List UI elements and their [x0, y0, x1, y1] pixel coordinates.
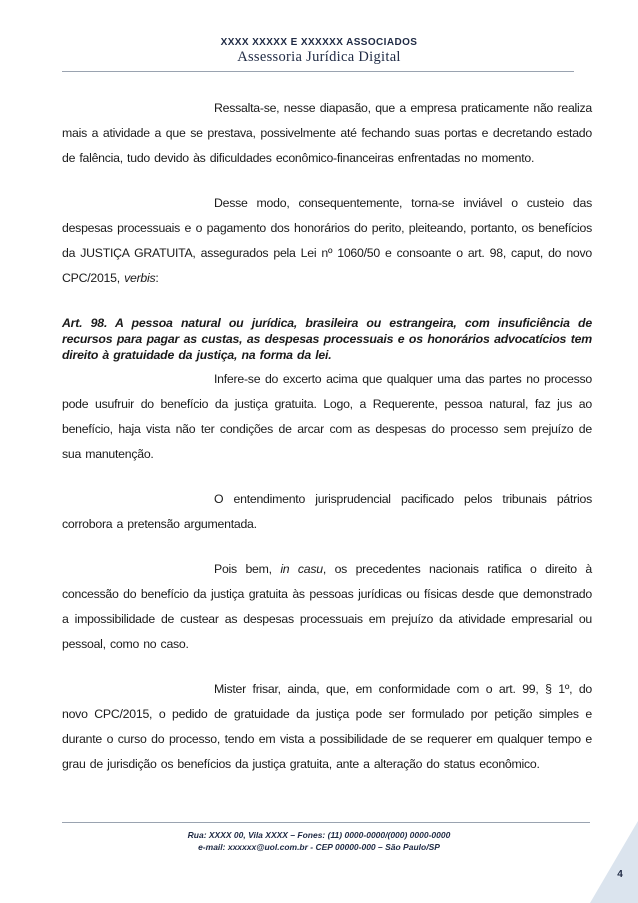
- legal-quote-art-98: Art. 98. A pessoa natural ou jurídica, brasileira ou estrangeira, com insuficiência de recursos para pagar as custas, as despesas processuais e os honorários advocatícios tem direito à gratuidade da justiça, na forma da lei.: [62, 316, 592, 362]
- paragraph-1: Ressalta-se, nesse diapasão, que a empresa praticamente não realiza mais a atividade a que se prestava, possivelmente até fechando suas portas e decretando estado de falência, tudo devido às dificuldades econômico-financeiras enfrentadas no momento.: [62, 101, 592, 165]
- document-body: [62, 96, 592, 777]
- page-number: 4: [617, 869, 623, 880]
- paragraph-gap: [62, 171, 592, 191]
- paragraph-gap: [62, 291, 592, 311]
- footer-address: Rua: XXXX 00, Vila XXXX – Fones: (11) 0000-0000/(000) 0000-0000: [187, 830, 451, 840]
- paragraph-gap: [62, 467, 592, 487]
- paragraph-5-rest: , os precedentes nacionais ratifica o direito à concessão do benefício da justiça gratuita às pessoas jurídicas ou físicas desde que demonstrado a impossibilidade de custear as despesas processuais em prejuízo da atividade empresarial ou pessoal, como no caso.: [62, 562, 592, 651]
- paragraph-2-text: Desse modo, consequentemente, torna-se inviável o custeio das despesas processuais e o pagamento dos honorários do perito, pleiteando, portanto, os benefícios da JUSTIÇA GRATUITA, assegurados pela Lei nº 1060/50 e consoante o art. 98, caput, do novo CPC/2015,: [62, 196, 592, 285]
- paragraph-4: O entendimento jurisprudencial pacificado pelos tribunais pátrios corrobora a pretensão argumentada.: [62, 492, 592, 531]
- paragraph-5-start: Pois bem,: [214, 562, 281, 576]
- paragraph-gap: [62, 537, 592, 557]
- paragraph-5: [62, 557, 592, 657]
- footer-contact: e-mail: xxxxxx@uol.com.br - CEP 00000-000 – São Paulo/SP: [198, 842, 440, 852]
- document-footer: [0, 829, 638, 853]
- footer-divider: [62, 822, 590, 823]
- paragraph-6: Mister frisar, ainda, que, em conformidade com o art. 99, § 1º, do novo CPC/2015, o pedido de gratuidade da justiça pode ser formulado por petição simples e durante o curso do processo, tendo em vista a possibilidade de se requerer em qualquer tempo e grau de jurisdição os benefícios da justiça gratuita, ante a alteração do status econômico.: [62, 682, 592, 771]
- in-casu-term: in casu: [280, 562, 323, 576]
- paragraph-2: [62, 191, 592, 291]
- firm-subtitle: Assessoria Jurídica Digital: [237, 49, 401, 65]
- header-divider: [62, 71, 574, 72]
- document-header: [0, 37, 638, 66]
- page-corner-decoration: [590, 821, 638, 903]
- paragraph-gap: [62, 657, 592, 677]
- firm-name: XXXX XXXXX E XXXXXX ASSOCIADOS: [220, 37, 418, 48]
- verbis-term: verbis: [124, 271, 156, 285]
- paragraph-2-end: :: [155, 271, 159, 285]
- paragraph-3: Infere-se do excerto acima que qualquer uma das partes no processo pode usufruir do benefício da justiça gratuita. Logo, a Requerente, pessoa natural, faz jus ao benefício, haja vista não ter condições de arcar com as despesas do processo sem prejuízo de sua manutenção.: [62, 372, 592, 461]
